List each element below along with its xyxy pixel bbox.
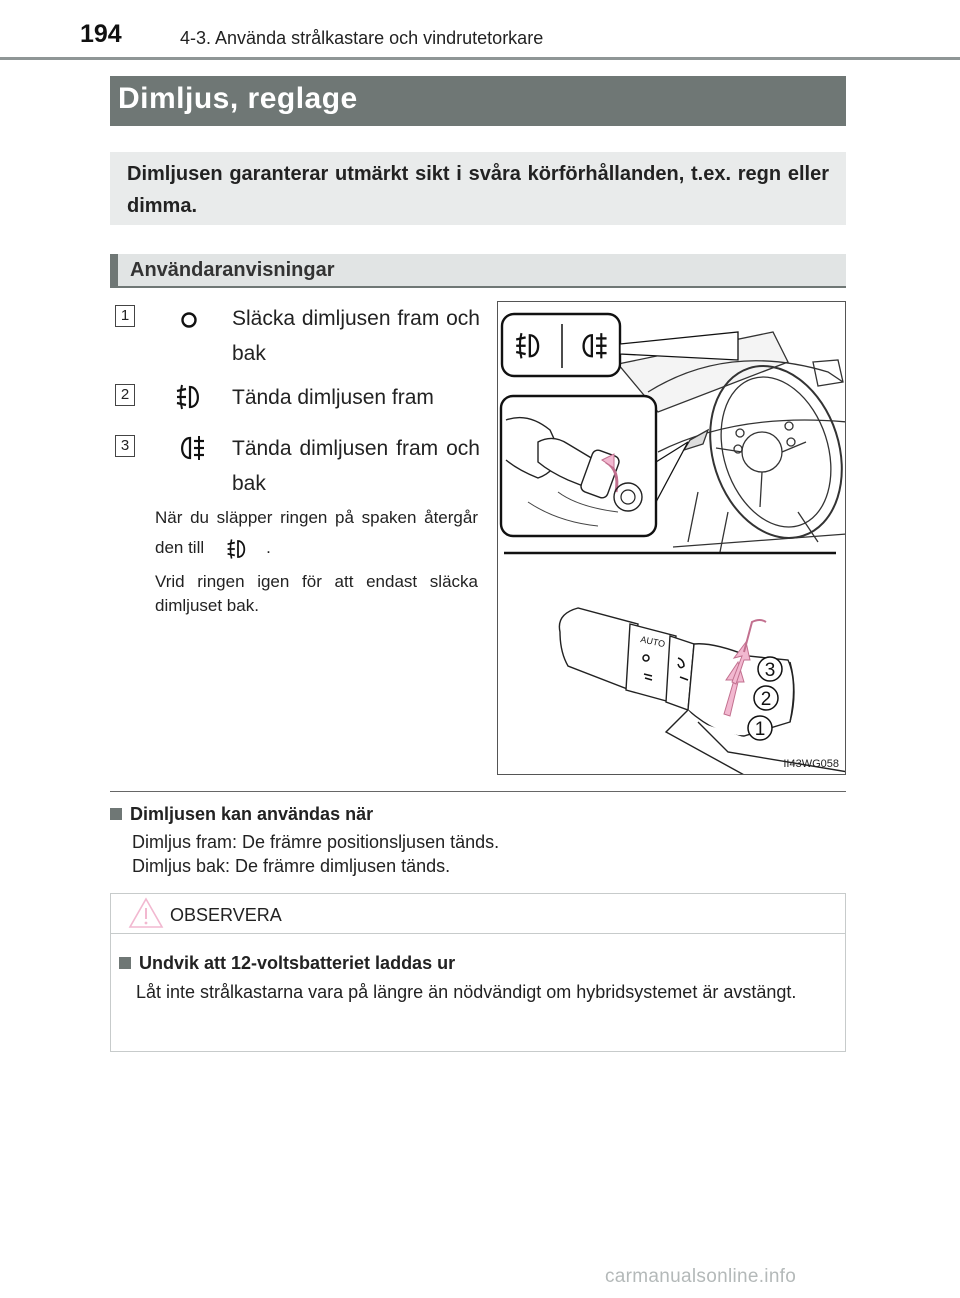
callout-label: 1 xyxy=(754,719,766,740)
info-title-text: Dimljusen kan användas när xyxy=(130,804,374,824)
info-line: Dimljus bak: De främre dimljusen tänds. xyxy=(132,856,451,876)
warning-triangle-icon xyxy=(127,896,165,930)
front-fog-light-icon xyxy=(218,537,258,561)
list-item xyxy=(115,431,480,501)
caution-header xyxy=(111,894,845,934)
header-rule xyxy=(0,57,960,60)
item-number: 3 xyxy=(115,435,135,457)
note-rotate xyxy=(155,570,478,618)
caution-label: OBSERVERA xyxy=(170,905,282,925)
item-text: Tända dimljusen fram och bak xyxy=(232,437,480,495)
section-reference: 4-3. Använda strålkastare och vindrutetorkare xyxy=(180,28,544,48)
caution-box xyxy=(110,893,846,1052)
lever-drawing xyxy=(559,608,846,775)
front-fog-light-icon xyxy=(173,382,207,412)
callout-label: 3 xyxy=(764,660,776,681)
section-divider xyxy=(110,791,846,792)
intro-box xyxy=(110,152,846,225)
list-item xyxy=(115,301,480,371)
callout-1 xyxy=(748,716,772,740)
item-text: Släcka dimljusen fram och bak xyxy=(232,307,480,365)
note-return-text: När du släpper ringen på spaken återgår den till xyxy=(155,508,478,557)
intro-text: Dimljusen garanterar utmärkt sikt i svåra körförhållanden, t.ex. regn eller dimma. xyxy=(127,163,829,217)
lever-auto-label: AUTO xyxy=(639,634,666,650)
item-number: 2 xyxy=(115,384,135,406)
callout-2 xyxy=(754,686,778,710)
illustration xyxy=(497,301,846,775)
illustration-code: II43WG058 xyxy=(783,758,839,770)
note-return-end: . xyxy=(266,538,271,557)
callout-label: 2 xyxy=(760,689,772,710)
caution-body: Låt inte strålkastarna vara på längre än nödvändigt om hybridsystemet är avstängt. xyxy=(136,982,797,1002)
square-bullet-icon xyxy=(119,957,131,969)
caution-title xyxy=(119,953,455,974)
title-bar xyxy=(110,76,846,126)
square-bullet-icon xyxy=(110,808,122,820)
item-number: 1 xyxy=(115,305,135,327)
fog-light-switch-illustration xyxy=(498,302,846,775)
list-item xyxy=(115,380,480,420)
page-title: Dimljus, reglage xyxy=(118,82,358,115)
subsection-title: Användaranvisningar xyxy=(130,259,335,281)
caution-title-text: Undvik att 12-voltsbatteriet laddas ur xyxy=(139,953,456,973)
info-line: Dimljus fram: De främre positionsljusen tänds. xyxy=(132,832,500,852)
zoom-panel-hand xyxy=(501,396,656,536)
subsection-header xyxy=(110,254,846,288)
callout-3 xyxy=(758,657,782,681)
fog-light-off-icon xyxy=(173,303,207,333)
rear-fog-light-icon xyxy=(173,433,207,463)
page-header xyxy=(0,0,960,64)
watermark: carmanualsonline.info xyxy=(605,1266,797,1287)
note-rotate-text: Vrid ringen igen för att endast släcka dimljuset bak. xyxy=(155,572,478,615)
note-return xyxy=(155,503,478,563)
info-section xyxy=(110,802,846,878)
item-text: Tända dimljusen fram xyxy=(232,386,434,409)
page-number: 194 xyxy=(80,20,122,48)
info-title xyxy=(110,802,846,826)
